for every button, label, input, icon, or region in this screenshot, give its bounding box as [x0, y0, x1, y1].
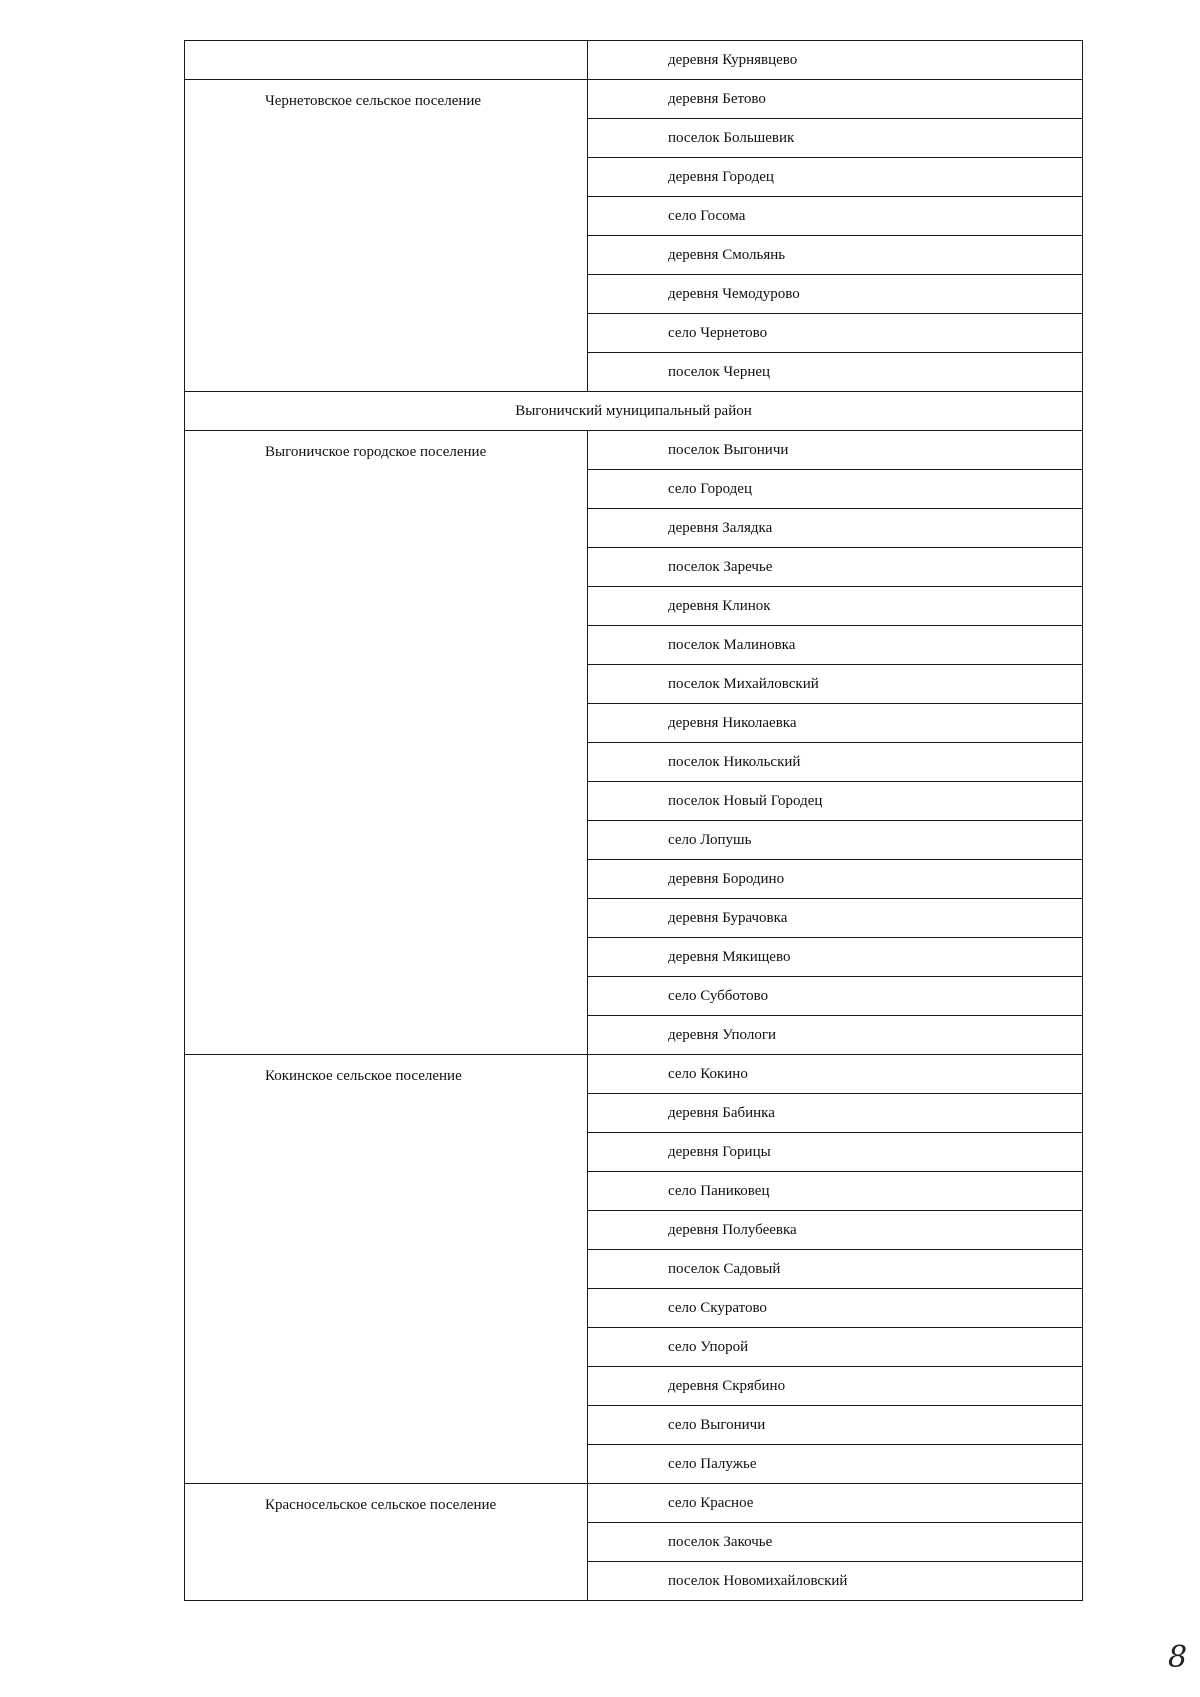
locality-cell [588, 1406, 1083, 1445]
locality-cell [588, 1133, 1083, 1172]
locality-cell [588, 1367, 1083, 1406]
district-row [185, 392, 1083, 431]
locality-name: деревня Бородино [668, 870, 785, 887]
table-row [185, 431, 1083, 470]
locality-cell [588, 899, 1083, 938]
locality-name: деревня Городец [668, 168, 774, 185]
locality-cell [588, 665, 1083, 704]
locality-cell [588, 977, 1083, 1016]
settlement-name: Выгоничское городское поселение [265, 444, 487, 460]
locality-name: село Палужье [668, 1455, 757, 1472]
locality-name: село Скуратово [668, 1299, 767, 1316]
settlement-name: Красносельское сельское поселение [265, 1497, 497, 1513]
locality-cell [588, 1523, 1083, 1562]
locality-cell [588, 509, 1083, 548]
locality-cell [588, 938, 1083, 977]
locality-name: деревня Мякищево [668, 948, 791, 965]
table-row [185, 1484, 1083, 1523]
settlements-table [184, 40, 1083, 1601]
settlement-cell-empty [185, 41, 588, 80]
locality-cell [588, 470, 1083, 509]
locality-name: деревня Полубеевка [668, 1221, 797, 1238]
page-number: 8 [1168, 1640, 1188, 1675]
locality-name: деревня Бетово [668, 90, 766, 107]
locality-cell [588, 119, 1083, 158]
locality-cell [588, 1289, 1083, 1328]
locality-name: поселок Закочье [668, 1533, 773, 1550]
locality-cell [588, 158, 1083, 197]
locality-name: поселок Заречье [668, 558, 773, 575]
locality-name: село Лопушь [668, 831, 752, 848]
locality-name: деревня Смольянь [668, 246, 786, 263]
locality-cell [588, 431, 1083, 470]
locality-cell [588, 704, 1083, 743]
locality-name: село Госома [668, 207, 746, 224]
settlement-cell [185, 431, 588, 1055]
locality-name: село Кокино [668, 1065, 748, 1082]
locality-name: поселок Михайловский [668, 675, 819, 692]
locality-cell [588, 1016, 1083, 1055]
locality-cell [588, 275, 1083, 314]
settlements-table-body [185, 41, 1083, 1601]
table-row [185, 1055, 1083, 1094]
locality-cell [588, 587, 1083, 626]
locality-name: деревня Бурачовка [668, 909, 788, 926]
locality-name: деревня Бабинка [668, 1104, 775, 1121]
locality-name: деревня Николаевка [668, 714, 797, 731]
locality-name: поселок Садовый [668, 1260, 781, 1277]
locality-name: село Чернетово [668, 324, 768, 341]
locality-cell [588, 743, 1083, 782]
locality-name: поселок Новый Городец [668, 792, 823, 809]
locality-cell [588, 353, 1083, 392]
locality-cell [588, 782, 1083, 821]
locality-name: поселок Никольский [668, 753, 801, 770]
settlement-name: Чернетовское сельское поселение [265, 93, 482, 109]
locality-cell [588, 197, 1083, 236]
locality-name: деревня Курнявцево [668, 51, 798, 68]
locality-cell [588, 236, 1083, 275]
locality-cell [588, 1562, 1083, 1601]
locality-name: село Городец [668, 480, 752, 497]
locality-cell [588, 860, 1083, 899]
locality-name: село Выгоничи [668, 1416, 766, 1433]
district-heading: Выгоничский муниципальный район [185, 392, 1083, 431]
locality-cell [588, 548, 1083, 587]
locality-cell [588, 626, 1083, 665]
locality-name: село Паниковец [668, 1182, 770, 1199]
locality-cell [588, 41, 1083, 80]
locality-name: село Упорой [668, 1338, 749, 1355]
locality-name: село Красное [668, 1494, 754, 1511]
settlement-cell [185, 80, 588, 392]
locality-name: деревня Залядка [668, 519, 773, 536]
locality-name: деревня Клинок [668, 597, 771, 614]
locality-cell [588, 1484, 1083, 1523]
settlement-cell [185, 1055, 588, 1484]
locality-name: село Субботово [668, 987, 769, 1004]
locality-cell [588, 1250, 1083, 1289]
locality-name: деревня Чемодурово [668, 285, 800, 302]
locality-cell [588, 1094, 1083, 1133]
locality-name: поселок Большевик [668, 129, 795, 146]
locality-cell [588, 1172, 1083, 1211]
locality-cell [588, 314, 1083, 353]
locality-cell [588, 1055, 1083, 1094]
locality-cell [588, 80, 1083, 119]
table-row [185, 41, 1083, 80]
locality-cell [588, 821, 1083, 860]
locality-name: поселок Новомихайловский [668, 1572, 848, 1589]
settlement-name: Кокинское сельское поселение [265, 1068, 462, 1084]
locality-name: деревня Упологи [668, 1026, 777, 1043]
table-row [185, 80, 1083, 119]
locality-cell [588, 1211, 1083, 1250]
locality-name: поселок Чернец [668, 363, 771, 380]
locality-name: поселок Выгоничи [668, 441, 789, 458]
locality-name: деревня Скрябино [668, 1377, 786, 1394]
locality-name: поселок Малиновка [668, 636, 796, 653]
locality-cell [588, 1445, 1083, 1484]
locality-name: деревня Горицы [668, 1143, 771, 1160]
locality-cell [588, 1328, 1083, 1367]
settlement-cell [185, 1484, 588, 1601]
